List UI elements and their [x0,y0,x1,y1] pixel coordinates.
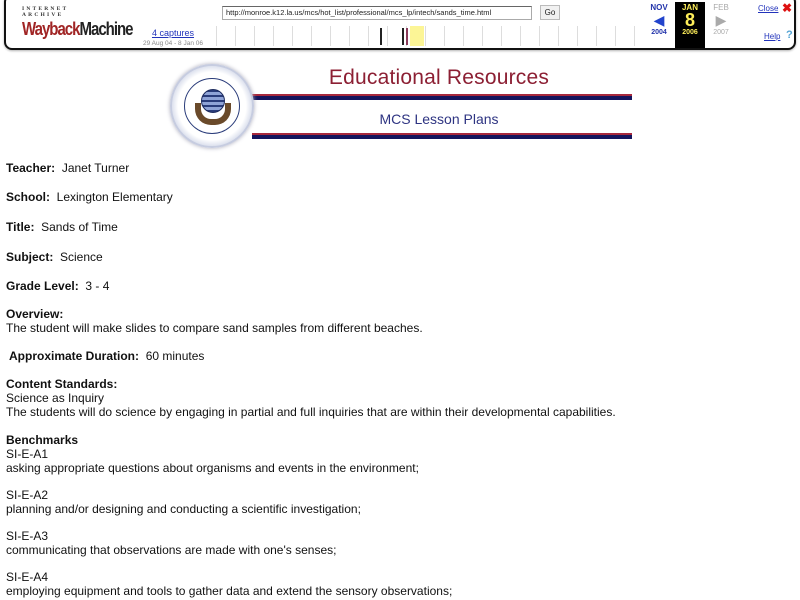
next-capture: FEB ▶ 2007 [706,2,736,48]
benchmark-text: asking appropriate questions about organisms and events in the environment; [6,461,419,475]
school-seal-logo [170,64,254,148]
overview-text: The student will make slides to compare sand samples from different beaches. [6,321,423,335]
arrow-left-icon[interactable]: ◀ [653,12,665,28]
content-standards-heading: Content Standards: [6,377,118,391]
banner-rule-bottom [252,133,632,139]
current-capture-highlight [410,26,424,46]
close-link[interactable]: Close [758,4,779,13]
grade-value: 3 - 4 [85,279,110,293]
capture-timeline[interactable] [216,26,636,46]
benchmark-text: employing equipment and tools to gather data and extend the sensory observations; [6,584,453,598]
arrow-right-icon: ▶ [715,12,727,28]
captures-info [130,28,216,47]
benchmark-code: SI-E-A4 [6,570,49,584]
title-field: Title: Sands of Time [6,220,118,234]
previous-capture[interactable]: NOV ◀ 2004 [644,2,674,48]
teacher-value: Janet Turner [61,161,130,175]
page-banner [166,60,636,150]
overview-section [6,307,423,335]
url-input[interactable]: http://monroe.k12.la.us/mcs/hot_list/professional/mcs_lp/intech/sands_time.html [222,6,532,20]
benchmark-code: SI-E-A2 [6,488,49,502]
subject-field: Subject: Science [6,250,103,264]
globe-icon [201,89,225,113]
capture-mark[interactable] [380,28,382,45]
teacher-field: Teacher: Janet Turner [6,161,130,175]
help-link[interactable]: Help [764,32,781,41]
wayback-toolbar [4,0,796,50]
overview-heading: Overview: [6,307,64,321]
capture-mark[interactable] [406,28,408,45]
banner-subtitle: MCS Lesson Plans [379,111,499,127]
duration-value: 60 minutes [145,349,205,363]
go-button[interactable]: Go [540,5,560,20]
benchmarks-heading: Benchmarks [6,433,79,447]
banner-rule-top [252,94,632,100]
date-navigator [642,2,742,46]
standard-text: The students will do science by engaging in partial and full inquiries that are within their developmental capabilities. [6,405,616,419]
wayback-machine-wordmark: WaybackMachine [22,18,133,40]
school-value: Lexington Elementary [56,190,173,204]
benchmark-code: SI-E-A3 [6,529,49,543]
title-value: Sands of Time [41,220,118,234]
current-capture-date: JAN 8 2006 [675,2,705,48]
standard-name: Science as Inquiry [6,391,105,405]
captures-range: 29 Aug 04 - 8 Jan 06 [143,40,203,47]
content-standards-section [6,377,616,419]
benchmark-text: communicating that observations are made with one's senses; [6,543,337,557]
benchmark-code: SI-E-A1 [6,447,49,461]
benchmarks-section [6,433,452,598]
subject-value: Science [60,250,103,264]
capture-mark[interactable] [402,28,404,45]
duration-field: Approximate Duration: 60 minutes [9,349,205,363]
banner-title: Educational Resources [328,66,550,89]
internet-archive-label: INTERNET ARCHIVE [22,6,69,18]
benchmark-text: planning and/or designing and conducting a scientific investigation; [6,502,361,516]
grade-level-field: Grade Level: 3 - 4 [6,279,110,293]
wayback-logo[interactable] [22,6,133,40]
captures-link[interactable]: 4 captures [151,28,195,38]
close-icon[interactable]: ✖ [782,1,793,15]
help-icon[interactable]: ? [786,29,793,41]
school-field: School: Lexington Elementary [6,190,173,204]
